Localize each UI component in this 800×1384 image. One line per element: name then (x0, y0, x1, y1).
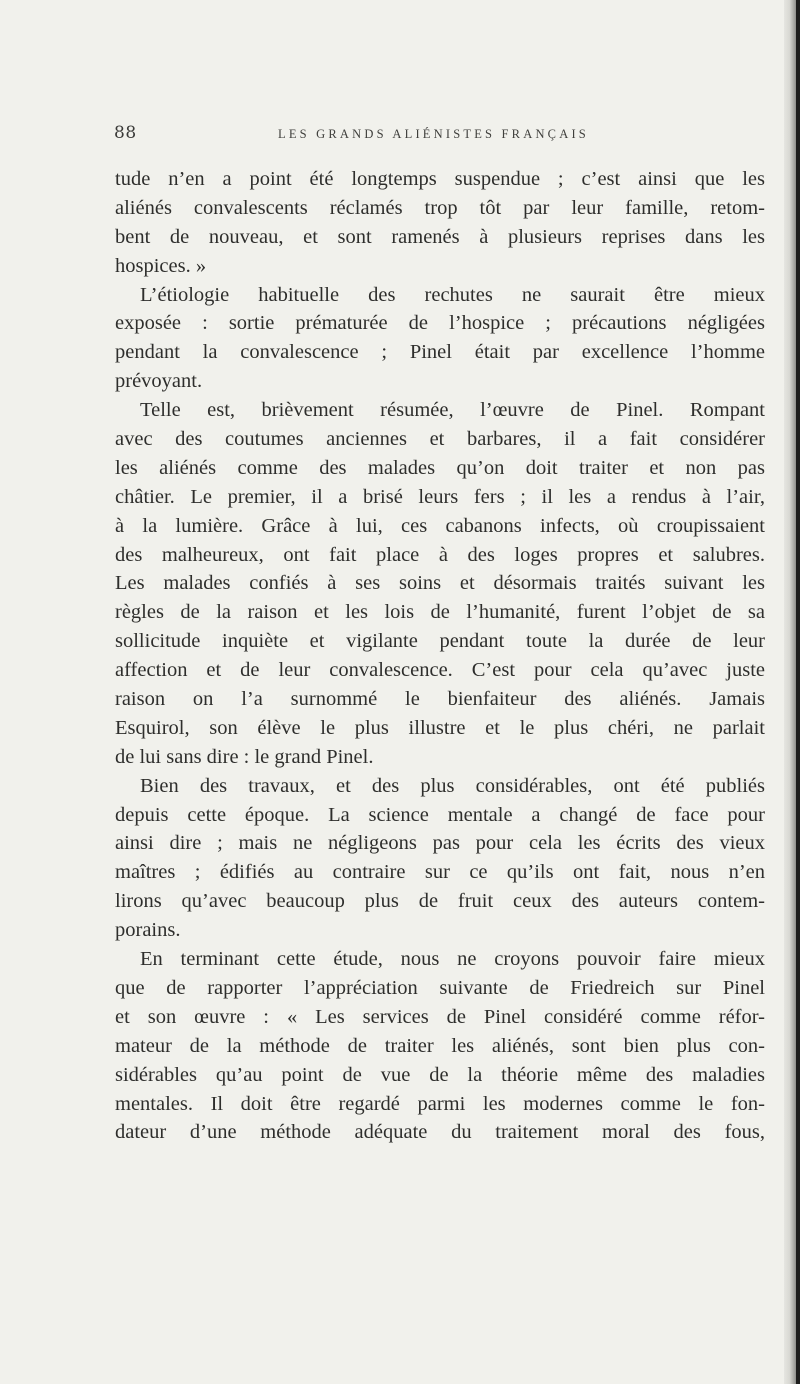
paragraph (115, 772, 765, 945)
text-line: Bien des travaux, et des plus considérables, ont été publiés (140, 774, 765, 797)
text-line: des malheureux, ont fait place à des loges propres et salubres. (115, 543, 765, 566)
page-edge-binding (796, 0, 800, 1384)
text-line: Les malades confiés à ses soins et désormais traités suivant les (115, 572, 765, 595)
text-line: L’étiologie habituelle des rechutes ne saurait être mieux (140, 283, 765, 306)
page-number: 88 (114, 123, 137, 143)
text-line: bent de nouveau, et sont ramenés à plusieurs reprises dans les (115, 225, 765, 248)
text-line: Telle est, brièvement résumée, l’œuvre de Pinel. Rompant (140, 399, 765, 422)
text-line: raison on l’a surnommé le bienfaiteur des aliénés. Jamais (115, 688, 765, 711)
text-line: les aliénés comme des malades qu’on doit traiter et non pas (115, 456, 765, 479)
text-line: ainsi dire ; mais ne négligeons pas pour cela les écrits des vieux (115, 832, 765, 855)
text-line: châtier. Le premier, il a brisé leurs fers ; il les a rendus à l’air, (115, 485, 765, 508)
text-line: sollicitude inquiète et vigilante pendant toute la durée de leur (115, 630, 765, 653)
text-line: avec des coutumes anciennes et barbares, il a fait considérer (115, 428, 765, 451)
text-line: exposée : sortie prématurée de l’hospice ; précautions négligées (115, 312, 765, 335)
text-line: porains. (115, 919, 181, 942)
text-line: mentales. Il doit être regardé parmi les modernes comme le fon- (115, 1092, 765, 1115)
text-line: sidérables qu’au point de vue de la théorie même des maladies (115, 1063, 765, 1086)
paragraph (115, 165, 765, 281)
text-line: à la lumière. Grâce à lui, ces cabanons infects, où croupissaient (115, 514, 765, 537)
text-line: de lui sans dire : le grand Pinel. (115, 745, 374, 768)
text-line: prévoyant. (115, 370, 203, 393)
text-line: affection et de leur convalescence. C’est pour cela qu’avec juste (115, 659, 765, 682)
text-line: et son œuvre : « Les services de Pinel considéré comme réfor- (115, 1005, 765, 1028)
text-line: mateur de la méthode de traiter les aliénés, sont bien plus con- (115, 1034, 765, 1057)
text-line: règles de la raison et les lois de l’humanité, furent l’objet de sa (115, 601, 765, 624)
text-line: depuis cette époque. La science mentale a changé de face pour (115, 803, 765, 826)
text-line: maîtres ; édifiés au contraire sur ce qu’ils ont fait, nous n’en (115, 861, 765, 884)
text-line: dateur d’une méthode adéquate du traitement moral des fous, (115, 1121, 765, 1144)
text-line: En terminant cette étude, nous ne croyons pouvoir faire mieux (140, 948, 765, 971)
text-line: hospices. » (115, 254, 207, 277)
page-header (0, 121, 784, 151)
running-title: LES GRANDS ALIÉNISTES FRANÇAIS (278, 127, 589, 141)
text-line: pendant la convalescence ; Pinel était par excellence l’homme (115, 341, 765, 364)
text-line: Esquirol, son élève le plus illustre et le plus chéri, ne parlait (115, 716, 765, 739)
text-line: tude n’en a point été longtemps suspendue ; c’est ainsi que les (115, 168, 765, 190)
text-line: aliénés convalescents réclamés trop tôt par leur famille, retom- (115, 196, 765, 219)
text-line: lirons qu’avec beaucoup plus de fruit ceux des auteurs contem- (115, 890, 765, 913)
paragraph (115, 945, 765, 1147)
text-line: que de rapporter l’appréciation suivante de Friedreich sur Pinel (115, 976, 765, 999)
paragraph (115, 281, 765, 397)
body-text (115, 165, 765, 1147)
paragraph (115, 396, 765, 772)
